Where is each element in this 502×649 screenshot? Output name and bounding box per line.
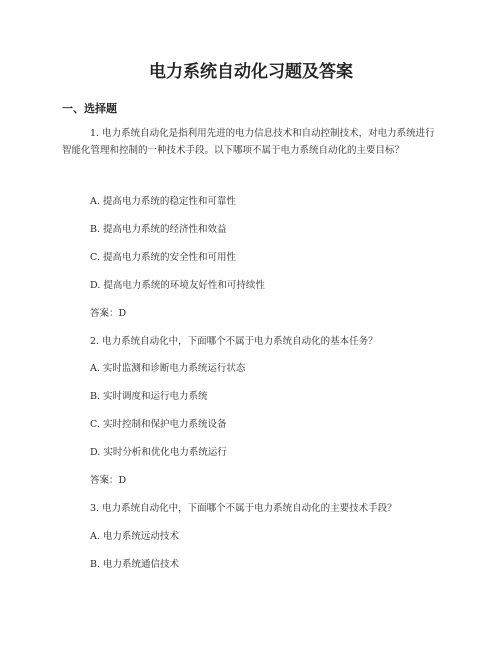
section-heading: 一、选择题 (62, 102, 117, 115)
question-3-option-a: A. 电力系统远动技术 (90, 531, 179, 542)
question-2-option-a: A. 实时监测和诊断电力系统运行状态 (90, 363, 246, 374)
question-2-answer: 答案：D (90, 475, 127, 486)
question-3-option-b: B. 电力系统通信技术 (90, 559, 180, 570)
question-3-text: 3. 电力系统自动化中，下面哪个不属于电力系统自动化的主要技术手段？ (90, 503, 397, 514)
question-1-option-a: A. 提高电力系统的稳定性和可靠性 (90, 196, 236, 207)
question-1-text: 1. 电力系统自动化是指利用先进的电力信息技术和自动控制技术，对电力系统进行智能化管理和控制的一种技术手段。以下哪项不属于电力系统自动化的主要目标？ (62, 128, 435, 156)
question-1-option-c: C. 提高电力系统的安全性和可用性 (90, 252, 236, 263)
question-2-option-d: D. 实时分析和优化电力系统运行 (90, 447, 227, 458)
question-2-option-b: B. 实时调度和运行电力系统 (90, 391, 208, 402)
question-1-answer: 答案：D (90, 308, 127, 319)
question-2-text: 2. 电力系统自动化中，下面哪个不属于电力系统自动化的基本任务？ (90, 336, 378, 347)
question-1-option-b: B. 提高电力系统的经济性和效益 (90, 224, 227, 235)
page-title: 电力系统自动化习题及答案 (149, 62, 353, 82)
question-2-option-c: C. 实时控制和保护电力系统设备 (90, 419, 227, 430)
question-1-option-d: D. 提高电力系统的环境友好性和可持续性 (90, 280, 265, 291)
